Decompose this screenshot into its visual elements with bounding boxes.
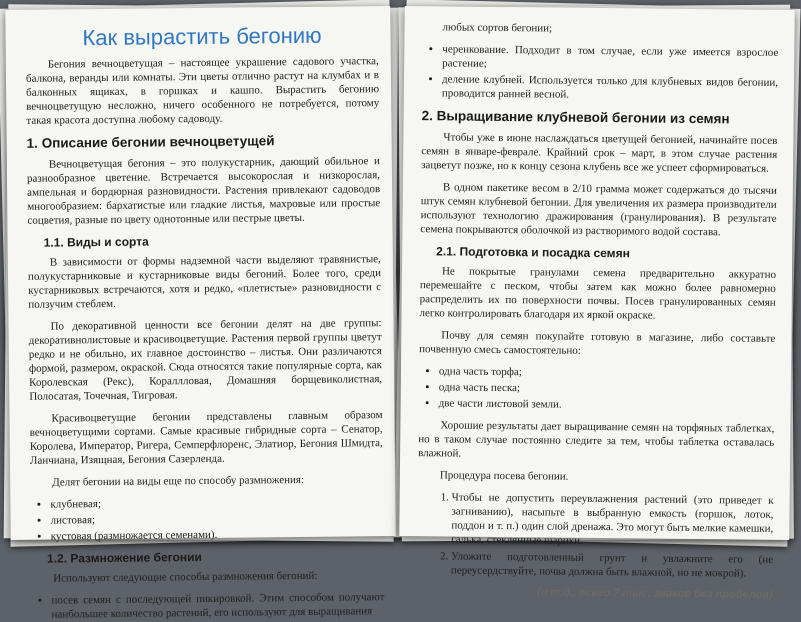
subsection-2-1-paragraph-4: Процедура посева бегонии. [439, 469, 569, 483]
subsection-1-2-heading: 1.2. Размножение бегонии [46, 550, 202, 566]
subsection-1-1-heading: 1.1. Виды и сорта [43, 234, 149, 250]
subsection-1-1-paragraph-4: Делят бегонии на виды еще по способу размножения: [52, 473, 305, 489]
subsection-1-2-paragraph: Используют следующие способы размножения бегоний: [53, 569, 318, 585]
list-item: • кустовая (размножается семенами). [51, 526, 384, 543]
list-item: 1. Чтобы не допустить переувлажнения растений (это приведет к загниванию), насыпьте в выбранную емкость (горшок, лоток, поддон и т. п.) один слой дренажа. Это могут быть мелкие камешки, галька, стеклянные шарики. [451, 490, 774, 549]
section-2-paragraph-1: Чтобы уже в июне наслаждаться цветущей бегонией, начинайте посев семян в январе-феврале. Крайний срок – март, в этом случае растения зацветут позже, но к концу сезона клубень все же успеет сформироваться. [421, 131, 778, 175]
subsection-1-1-paragraph-2: По декоративной ценности все бегонии делят на две группы: декоративнолистовые и красивоцветущие. Растения первой группы цветут редко и не обильно, их главное достоинство – листья. Они различаются формой, размером, окраской. Сюда относятся такие популярные сорта, как Королевская (Рекс), Кораллловая, Домашняя борщевиколистная, Полосатая, Точечная, Тигровая. [28, 317, 383, 403]
list-item: • одна часть песка; [439, 380, 775, 398]
propagation-method-list [31, 590, 384, 622]
list-item: • клубневая; [50, 494, 383, 511]
soil-mix-list [419, 364, 775, 414]
list-item: • одна часть торфа; [439, 364, 775, 382]
subsection-2-1-paragraph-1: Не покрытые гранулами семена предварительно аккуратно перемешайте с песком, чтобы затем как можно более равномерно распределить их по поверхности почвы. Посев гранулированных семян легко контролировать благодаря их яркой окраске. [419, 265, 777, 322]
left-page [5, 6, 396, 621]
subsection-2-1-heading: 2.1. Подготовка и посадка семян [436, 244, 630, 261]
sowing-steps-list [417, 490, 774, 581]
propagation-method-list-continued [422, 42, 779, 104]
right-page [399, 6, 795, 601]
subsection-1-1-paragraph-3: Красивоцветущие бегонии представлены главным образом вечноцветущими сортами. Самые красивые гибридные сорта – Сенатор, Королева, Император, Ригера, Семперфлоренс, Элатиор, Бегония Шмидта, Ланчиана, Изящная, Бегония Сазерленда. [29, 409, 383, 467]
section-2-heading: 2. Выращивание клубневой бегонии из семян [421, 108, 730, 127]
list-item: 2. Уложите подготовленный грунт и увлажните его (не переусердствуйте, почва должна быть влажной, но не мокрой). [451, 549, 773, 580]
intro-paragraph: Бегония вечноцветущая – настоящее украшение садового участка, балкона, веранды или комнаты. Эти цветы отлично растут на клумбах и в балконных ящиках, в горшках и кашпо. Вырастить бегонию вечноцветущую несложно, ничего особенного не потребуется, потому такая красота доступна любому садоводу. [25, 55, 380, 127]
list-item: • посев семян с последующей пикировкой. Этим способом получают наибольшее количество растений, его используют для выращивания [51, 590, 384, 621]
footnote: (и т.д., всего 7 тыс. знаков без пробелов) [537, 586, 773, 601]
list-item: • черенкование. Подходит в том случае, если уже имеется взрослое растение; [442, 42, 778, 74]
section-1-heading: 1. Описание бегонии вечноцветущей [26, 133, 275, 151]
section-2-paragraph-2: В одном пакетике весом в 2/10 грамма может содержаться до тысячи штук семян клубневой бегонии. Для увеличения их размера производители используют технологию дражирования (гранулирования). В результате семена покрываются оболочкой из растворимого водой состава. [420, 181, 777, 239]
page-title: Как вырастить бегонию [82, 22, 322, 51]
list-item: • деление клубней. Используется только для клубневых видов бегонии, проводится ранней весной. [442, 72, 778, 104]
list-item: • листовая; [51, 510, 384, 527]
list-item: • две части листовой земли. [439, 396, 775, 414]
subsection-2-1-paragraph-2: Почву для семян покупайте готовую в магазине, либо составьте почвенную смесь самостоятельно: [419, 329, 776, 357]
section-1-paragraph: Вечноцветущая бегония – это полукустарник, дающий обильное и разнообразное цветение. Встречается высокорослая и низкорослая, ампельная и бордюрная разновидности. Растения привлекают садоводов многообразием: бархатистые или гладкие листья, махровые или простые соцветия, разные по цвету однотонные или пестрые цветы. [26, 155, 381, 227]
propagation-type-list [30, 494, 383, 544]
subsection-2-1-paragraph-3: Хорошие результаты дает выращивание семян на торфяных таблетках, но в таком случае постоянно следите за тем, чтобы таблетка оставалась влажной. [418, 419, 775, 460]
continued-text: любых сортов бегонии; [442, 21, 553, 35]
subsection-1-1-paragraph-1: В зависимости от формы надземной части выделяют травянистые, полукустарниковые и кустарниковые виды бегоний. Более того, среди кустарниковых встречаются, хотя и редко, «плетистые» разновидности с ползучим стеблем. [27, 253, 382, 311]
